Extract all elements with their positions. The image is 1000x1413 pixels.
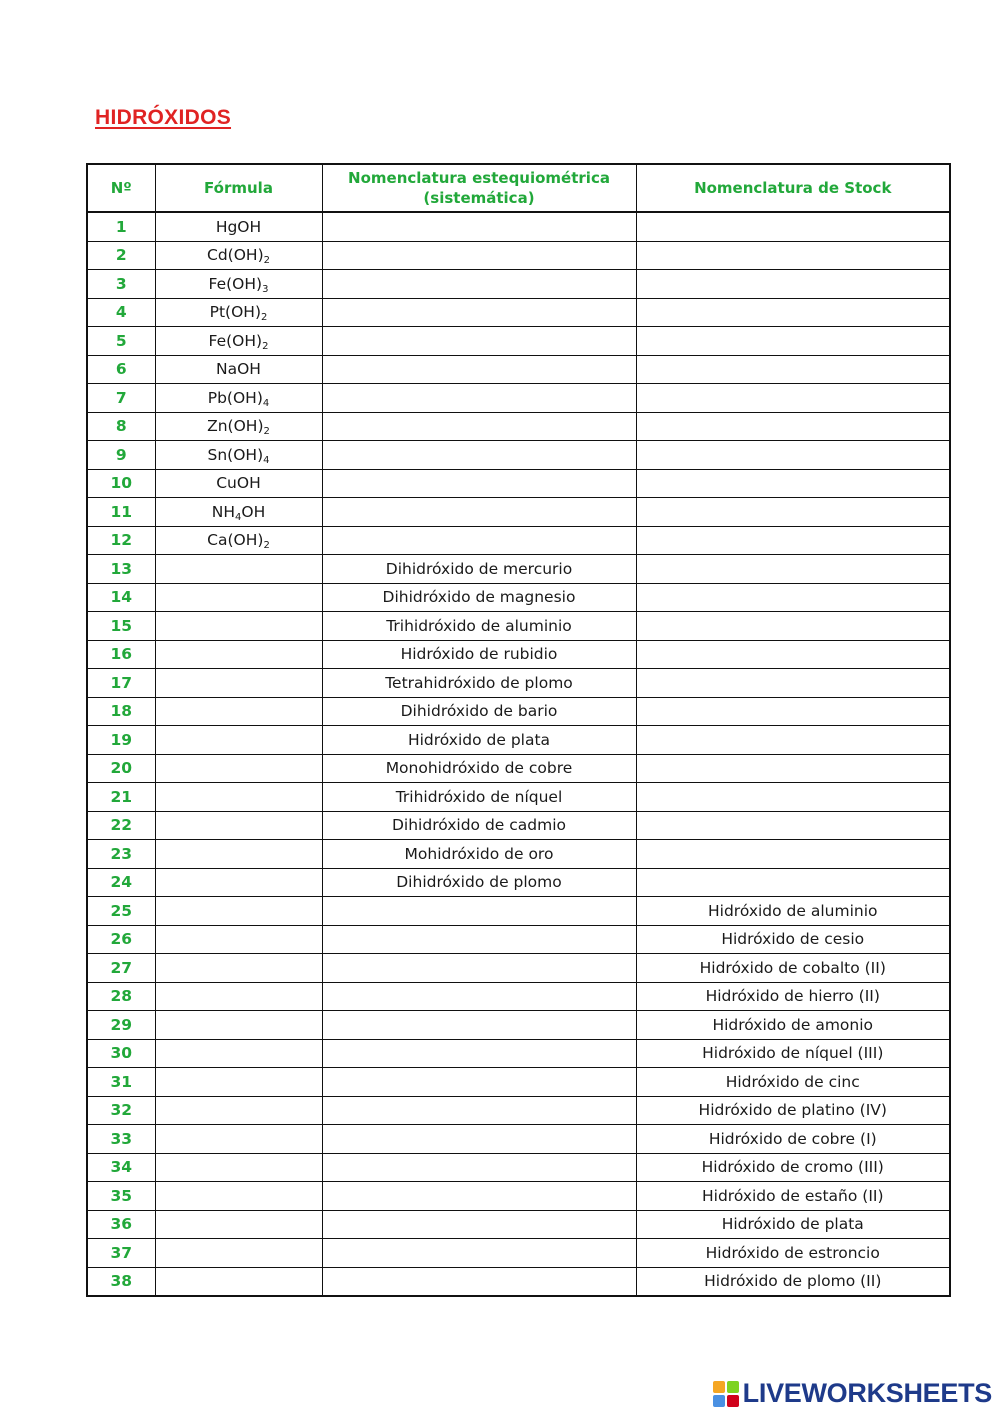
formula-subscript: 3 <box>262 283 269 295</box>
table-row <box>87 982 950 1011</box>
row-number: 9 <box>87 441 155 470</box>
formula-cell[interactable] <box>155 555 322 584</box>
table-row <box>87 840 950 869</box>
table-row <box>87 897 950 926</box>
formula-cell[interactable] <box>155 441 322 470</box>
estequiometrica-cell[interactable]: Dihidróxido de plomo <box>322 868 636 897</box>
stock-cell[interactable] <box>636 526 950 555</box>
formula-subscript: 4 <box>235 511 242 523</box>
stock-cell[interactable] <box>636 583 950 612</box>
formula-cell[interactable] <box>155 583 322 612</box>
row-number: 16 <box>87 640 155 669</box>
table-row <box>87 1153 950 1182</box>
table-row <box>87 441 950 470</box>
estequiometrica-cell[interactable]: Trihidróxido de aluminio <box>322 612 636 641</box>
header-estequiometrica-line2: (sistemática) <box>423 189 535 207</box>
stock-cell[interactable] <box>636 640 950 669</box>
formula-text: Pt(OH) <box>209 303 261 322</box>
row-number: 37 <box>87 1239 155 1268</box>
stock-cell[interactable] <box>636 726 950 755</box>
table-row <box>87 925 950 954</box>
formula-subscript: 2 <box>261 312 268 324</box>
row-number: 24 <box>87 868 155 897</box>
formula-cell[interactable] <box>155 1039 322 1068</box>
formula-cell[interactable] <box>155 384 322 413</box>
row-number: 20 <box>87 754 155 783</box>
stock-cell[interactable] <box>636 327 950 356</box>
estequiometrica-cell[interactable] <box>322 270 636 299</box>
formula-text: CuOH <box>216 474 261 493</box>
stock-cell[interactable]: Hidróxido de cobalto (II) <box>636 954 950 983</box>
estequiometrica-cell[interactable] <box>322 1011 636 1040</box>
formula-text: Pb(OH) <box>207 388 263 407</box>
estequiometrica-cell[interactable] <box>322 412 636 441</box>
header-formula: Fórmula <box>155 164 322 212</box>
formula-subscript: 2 <box>262 340 269 352</box>
formula-cell[interactable] <box>155 355 322 384</box>
table-row <box>87 726 950 755</box>
stock-cell[interactable] <box>636 697 950 726</box>
row-number: 34 <box>87 1153 155 1182</box>
table-row <box>87 868 950 897</box>
stock-cell[interactable] <box>636 868 950 897</box>
liveworksheets-wordmark: LIVEWORKSHEETS <box>742 1378 992 1408</box>
formula-cell[interactable] <box>155 982 322 1011</box>
table-row <box>87 412 950 441</box>
table-row <box>87 1210 950 1239</box>
estequiometrica-cell[interactable] <box>322 498 636 527</box>
formula-cell[interactable] <box>155 498 322 527</box>
estequiometrica-cell[interactable] <box>322 241 636 270</box>
formula-subscript: 2 <box>263 255 270 267</box>
formula-cell[interactable] <box>155 868 322 897</box>
stock-cell[interactable]: Hidróxido de níquel (III) <box>636 1039 950 1068</box>
formula-cell[interactable] <box>155 1153 322 1182</box>
formula-cell[interactable] <box>155 612 322 641</box>
table-row <box>87 811 950 840</box>
estequiometrica-cell[interactable] <box>322 441 636 470</box>
table-row <box>87 327 950 356</box>
formula-subscript: 2 <box>263 540 270 552</box>
estequiometrica-cell[interactable] <box>322 925 636 954</box>
stock-cell[interactable] <box>636 469 950 498</box>
row-number: 31 <box>87 1068 155 1097</box>
row-number: 1 <box>87 212 155 241</box>
table-row <box>87 1068 950 1097</box>
estequiometrica-cell[interactable]: Hidróxido de plata <box>322 726 636 755</box>
table-row <box>87 1011 950 1040</box>
row-number: 29 <box>87 1011 155 1040</box>
row-number: 11 <box>87 498 155 527</box>
estequiometrica-cell[interactable] <box>322 469 636 498</box>
formula-subscript: 2 <box>263 426 270 438</box>
estequiometrica-cell[interactable]: Dihidróxido de bario <box>322 697 636 726</box>
stock-cell[interactable] <box>636 355 950 384</box>
table-row <box>87 270 950 299</box>
table-row <box>87 1096 950 1125</box>
estequiometrica-cell[interactable] <box>322 384 636 413</box>
estequiometrica-cell[interactable] <box>322 897 636 926</box>
row-number: 3 <box>87 270 155 299</box>
row-number: 32 <box>87 1096 155 1125</box>
formula-cell[interactable] <box>155 669 322 698</box>
stock-cell[interactable]: Hidróxido de hierro (II) <box>636 982 950 1011</box>
formula-text: NH <box>211 502 235 521</box>
stock-cell[interactable]: Hidróxido de estroncio <box>636 1239 950 1268</box>
table-row <box>87 298 950 327</box>
table-row <box>87 612 950 641</box>
estequiometrica-cell[interactable] <box>322 298 636 327</box>
row-number: 23 <box>87 840 155 869</box>
formula-text: Cd(OH) <box>207 246 264 265</box>
stock-cell[interactable] <box>636 754 950 783</box>
stock-cell[interactable] <box>636 241 950 270</box>
estequiometrica-cell[interactable]: Dihidróxido de cadmio <box>322 811 636 840</box>
estequiometrica-cell[interactable] <box>322 1239 636 1268</box>
row-number: 12 <box>87 526 155 555</box>
estequiometrica-cell[interactable] <box>322 355 636 384</box>
formula-cell[interactable] <box>155 412 322 441</box>
formula-cell[interactable] <box>155 783 322 812</box>
stock-cell[interactable] <box>636 212 950 241</box>
row-number: 38 <box>87 1267 155 1296</box>
formula-text: HgOH <box>215 217 262 236</box>
formula-cell[interactable] <box>155 640 322 669</box>
formula-cell[interactable] <box>155 1096 322 1125</box>
table-row <box>87 783 950 812</box>
row-number: 27 <box>87 954 155 983</box>
estequiometrica-cell[interactable] <box>322 1039 636 1068</box>
stock-cell[interactable] <box>636 669 950 698</box>
stock-cell[interactable]: Hidróxido de amonio <box>636 1011 950 1040</box>
formula-cell[interactable] <box>155 1182 322 1211</box>
row-number: 33 <box>87 1125 155 1154</box>
formula-cell[interactable] <box>155 1011 322 1040</box>
formula-text: Zn(OH) <box>207 417 264 436</box>
stock-cell[interactable] <box>636 384 950 413</box>
estequiometrica-cell[interactable] <box>322 1210 636 1239</box>
logo-square-4 <box>727 1395 739 1407</box>
row-number: 6 <box>87 355 155 384</box>
table-row <box>87 1039 950 1068</box>
stock-cell[interactable]: Hidróxido de estaño (II) <box>636 1182 950 1211</box>
table-row <box>87 754 950 783</box>
formula-cell[interactable] <box>155 327 322 356</box>
estequiometrica-cell[interactable] <box>322 526 636 555</box>
formula-cell[interactable] <box>155 697 322 726</box>
table-row <box>87 583 950 612</box>
estequiometrica-cell[interactable] <box>322 212 636 241</box>
formula-cell[interactable] <box>155 526 322 555</box>
row-number: 15 <box>87 612 155 641</box>
table-row <box>87 1267 950 1296</box>
estequiometrica-cell[interactable] <box>322 1125 636 1154</box>
table-row <box>87 212 950 241</box>
row-number: 19 <box>87 726 155 755</box>
table-row <box>87 1125 950 1154</box>
table-row <box>87 697 950 726</box>
formula-cell[interactable] <box>155 726 322 755</box>
formula-cell[interactable] <box>155 1210 322 1239</box>
logo-square-2 <box>727 1381 739 1393</box>
row-number: 8 <box>87 412 155 441</box>
row-number: 10 <box>87 469 155 498</box>
formula-subscript: 4 <box>262 397 270 409</box>
row-number: 5 <box>87 327 155 356</box>
estequiometrica-cell[interactable] <box>322 1096 636 1125</box>
formula-text: Sn(OH) <box>207 445 264 464</box>
stock-cell[interactable] <box>636 270 950 299</box>
row-number: 14 <box>87 583 155 612</box>
estequiometrica-cell[interactable]: Dihidróxido de magnesio <box>322 583 636 612</box>
estequiometrica-cell[interactable] <box>322 1153 636 1182</box>
table-header-row <box>87 164 950 212</box>
formula-cell[interactable] <box>155 212 322 241</box>
header-num: Nº <box>87 164 155 212</box>
estequiometrica-cell[interactable] <box>322 327 636 356</box>
stock-cell[interactable] <box>636 840 950 869</box>
estequiometrica-cell[interactable]: Trihidróxido de níquel <box>322 783 636 812</box>
formula-cell[interactable] <box>155 840 322 869</box>
stock-cell[interactable]: Hidróxido de cinc <box>636 1068 950 1097</box>
formula-cell[interactable] <box>155 1267 322 1296</box>
estequiometrica-cell[interactable] <box>322 954 636 983</box>
row-number: 22 <box>87 811 155 840</box>
table-row <box>87 355 950 384</box>
table-row <box>87 1239 950 1268</box>
row-number: 26 <box>87 925 155 954</box>
page-title: HIDRÓXIDOS <box>95 106 232 129</box>
formula-text: Fe(OH) <box>208 331 263 350</box>
table-row <box>87 669 950 698</box>
table-row <box>87 526 950 555</box>
estequiometrica-cell[interactable] <box>322 982 636 1011</box>
stock-cell[interactable]: Hidróxido de platino (IV) <box>636 1096 950 1125</box>
row-number: 35 <box>87 1182 155 1211</box>
stock-cell[interactable] <box>636 441 950 470</box>
table-row <box>87 640 950 669</box>
header-estequiometrica-line1: Nomenclatura estequiométrica <box>348 169 610 187</box>
row-number: 17 <box>87 669 155 698</box>
stock-cell[interactable] <box>636 811 950 840</box>
stock-cell[interactable] <box>636 555 950 584</box>
table-row <box>87 469 950 498</box>
stock-cell[interactable]: Hidróxido de aluminio <box>636 897 950 926</box>
row-number: 13 <box>87 555 155 584</box>
row-number: 25 <box>87 897 155 926</box>
formula-cell[interactable] <box>155 270 322 299</box>
estequiometrica-cell[interactable]: Monohidróxido de cobre <box>322 754 636 783</box>
stock-cell[interactable]: Hidróxido de plomo (II) <box>636 1267 950 1296</box>
stock-cell[interactable] <box>636 412 950 441</box>
logo-square-3 <box>713 1395 725 1407</box>
formula-text: Ca(OH) <box>207 531 264 550</box>
formula-cell[interactable] <box>155 241 322 270</box>
table-row <box>87 1182 950 1211</box>
row-number: 36 <box>87 1210 155 1239</box>
formula-cell[interactable] <box>155 1239 322 1268</box>
header-stock: Nomenclatura de Stock <box>636 164 950 212</box>
estequiometrica-cell[interactable]: Tetrahidróxido de plomo <box>322 669 636 698</box>
estequiometrica-cell[interactable] <box>322 1267 636 1296</box>
formula-text: OH <box>241 502 266 521</box>
formula-cell[interactable] <box>155 954 322 983</box>
formula-cell[interactable] <box>155 897 322 926</box>
liveworksheets-brand <box>713 1378 992 1409</box>
formula-cell[interactable] <box>155 754 322 783</box>
stock-cell[interactable] <box>636 783 950 812</box>
table-row <box>87 555 950 584</box>
row-number: 28 <box>87 982 155 1011</box>
formula-cell[interactable] <box>155 469 322 498</box>
estequiometrica-cell[interactable] <box>322 1068 636 1097</box>
table-row <box>87 241 950 270</box>
estequiometrica-cell[interactable] <box>322 1182 636 1211</box>
liveworksheets-logo-icon <box>713 1381 739 1407</box>
formula-text: Fe(OH) <box>208 274 263 293</box>
stock-cell[interactable]: Hidróxido de cromo (III) <box>636 1153 950 1182</box>
row-number: 21 <box>87 783 155 812</box>
formula-cell[interactable] <box>155 811 322 840</box>
stock-cell[interactable]: Hidróxido de plata <box>636 1210 950 1239</box>
formula-text: NaOH <box>216 360 261 379</box>
stock-cell[interactable]: Hidróxido de cesio <box>636 925 950 954</box>
header-estequiometrica <box>322 164 636 212</box>
formula-cell[interactable] <box>155 925 322 954</box>
formula-cell[interactable] <box>155 298 322 327</box>
estequiometrica-cell[interactable]: Dihidróxido de mercurio <box>322 555 636 584</box>
formula-cell[interactable] <box>155 1068 322 1097</box>
stock-cell[interactable] <box>636 498 950 527</box>
table-row <box>87 498 950 527</box>
stock-cell[interactable] <box>636 298 950 327</box>
stock-cell[interactable]: Hidróxido de cobre (I) <box>636 1125 950 1154</box>
table-row <box>87 384 950 413</box>
row-number: 18 <box>87 697 155 726</box>
estequiometrica-cell[interactable]: Hidróxido de rubidio <box>322 640 636 669</box>
hydroxides-table <box>86 163 951 1297</box>
formula-cell[interactable] <box>155 1125 322 1154</box>
row-number: 4 <box>87 298 155 327</box>
estequiometrica-cell[interactable]: Mohidróxido de oro <box>322 840 636 869</box>
row-number: 7 <box>87 384 155 413</box>
logo-square-1 <box>713 1381 725 1393</box>
formula-subscript: 4 <box>263 454 270 466</box>
table-body <box>87 212 950 1296</box>
stock-cell[interactable] <box>636 612 950 641</box>
row-number: 30 <box>87 1039 155 1068</box>
row-number: 2 <box>87 241 155 270</box>
table-row <box>87 954 950 983</box>
